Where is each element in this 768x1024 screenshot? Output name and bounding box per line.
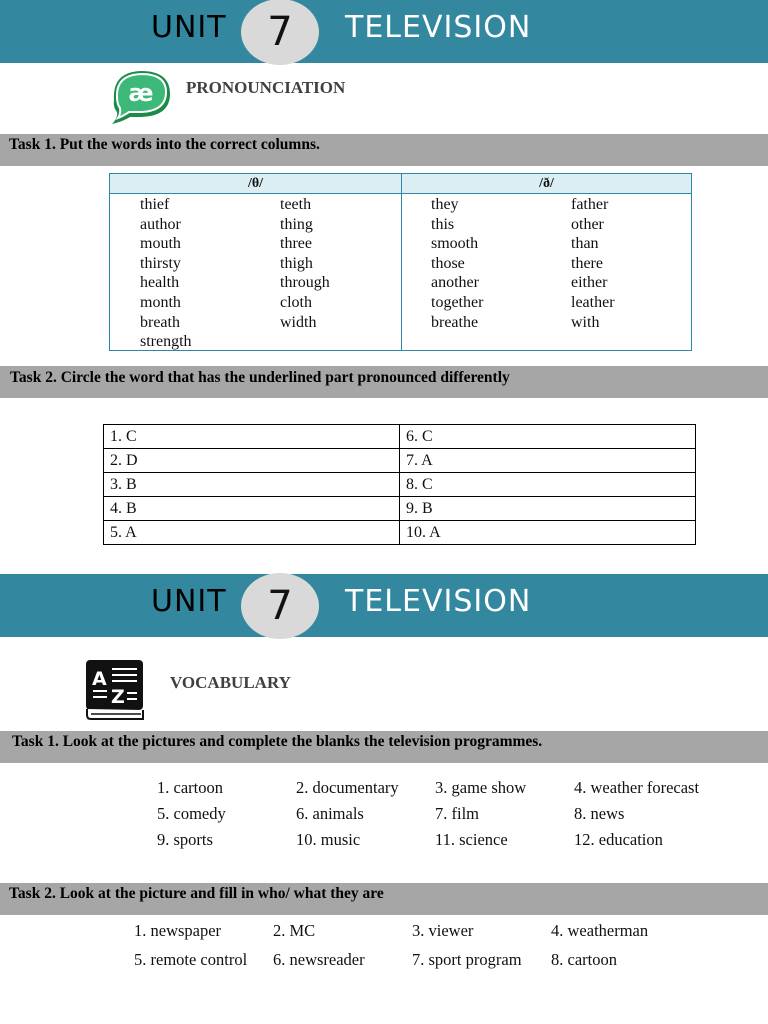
word: leather (571, 293, 615, 311)
word: together (431, 293, 484, 311)
word: breathe (431, 313, 479, 331)
programme-item: 10. music (296, 830, 361, 849)
svg-text:Z: Z (111, 686, 125, 708)
answer-cell: 9. B (400, 497, 696, 521)
answer-item: 6. newsreader (273, 950, 365, 969)
theta-column-header: /θ/ (110, 174, 401, 194)
word: cloth (280, 293, 312, 311)
table-row (104, 425, 696, 449)
answer-cell: 1. C (104, 425, 400, 449)
answer-cell: 8. C (400, 473, 696, 497)
answer-item: 5. remote control (134, 950, 248, 969)
unit-label: UNIT (151, 584, 227, 619)
word: thief (140, 196, 170, 213)
eth-column-header: /ð/ (402, 174, 691, 194)
vocabulary-task2-text: Task 2. Look at the picture and fill in who/ what they are (9, 885, 384, 902)
word: strength (140, 333, 192, 351)
word: mouth (140, 235, 181, 253)
task-bar (0, 134, 768, 166)
speech-bubble-ae-icon (108, 68, 174, 126)
answer-item: 1. newspaper (134, 921, 222, 940)
programme-item: 1. cartoon (157, 778, 223, 797)
vocabulary-task1-text: Task 1. Look at the pictures and complete the blanks the television programmes. (12, 733, 543, 750)
task-bar (0, 731, 768, 763)
programme-item: 4. weather forecast (574, 778, 700, 797)
svg-text:æ: æ (128, 79, 154, 107)
programme-item: 11. science (435, 830, 508, 849)
unit-number: 7 (267, 583, 293, 629)
a-z-dictionary-icon (85, 659, 145, 721)
answer-cell: 5. A (104, 521, 400, 545)
word: three (280, 235, 312, 253)
answer-item: 3. viewer (412, 921, 474, 940)
table-row (104, 521, 696, 545)
answer-cell: 7. A (400, 449, 696, 473)
word: teeth (280, 196, 312, 213)
word: they (431, 196, 459, 213)
answer-cell: 2. D (104, 449, 400, 473)
answer-item: 4. weatherman (551, 921, 649, 940)
word: than (571, 235, 599, 253)
word: health (140, 274, 180, 292)
programme-item: 8. news (574, 804, 625, 823)
task-bar (0, 883, 768, 915)
programme-item: 3. game show (435, 778, 527, 797)
word: month (140, 293, 181, 311)
programme-item: 7. film (435, 804, 479, 823)
table-row (104, 497, 696, 521)
unit-topic: TELEVISION (345, 10, 532, 45)
unit-label: UNIT (151, 10, 227, 45)
task-bar (0, 366, 768, 398)
word: this (431, 215, 455, 233)
programme-item: 2. documentary (296, 778, 399, 797)
answers-table (103, 424, 696, 545)
theta-words-a (140, 195, 192, 352)
word: father (571, 196, 609, 213)
pronunciation-task2-text: Task 2. Circle the word that has the underlined part pronounced differently (10, 369, 510, 386)
programme-item: 12. education (574, 830, 663, 849)
vocabulary-title: VOCABULARY (170, 673, 291, 692)
unit-number-circle (241, 0, 319, 65)
table-row (104, 449, 696, 473)
pronunciation-task1-text: Task 1. Put the words into the correct columns. (9, 136, 320, 153)
programme-item: 6. animals (296, 804, 364, 823)
word: through (280, 274, 330, 292)
eth-words-a (431, 195, 483, 332)
unit-banner (0, 574, 768, 637)
theta-words-b (280, 195, 330, 332)
answer-item: 8. cartoon (551, 950, 617, 969)
unit-banner (0, 0, 768, 63)
pronunciation-table (109, 173, 692, 351)
word: other (571, 215, 604, 233)
column-divider (401, 174, 402, 350)
word: either (571, 274, 608, 292)
unit-number-circle (241, 573, 319, 639)
answer-cell: 6. C (400, 425, 696, 449)
answer-cell: 3. B (104, 473, 400, 497)
word: with (571, 313, 600, 331)
word: those (431, 254, 465, 272)
word: thirsty (140, 254, 181, 272)
eth-words-b (571, 195, 615, 332)
word: another (431, 274, 479, 292)
programme-item: 9. sports (157, 830, 213, 849)
word: width (280, 313, 317, 331)
word: breath (140, 313, 180, 331)
table-row (104, 473, 696, 497)
answer-item: 7. sport program (412, 950, 522, 969)
svg-text:A: A (92, 668, 107, 690)
word: there (571, 254, 603, 272)
programme-item: 5. comedy (157, 804, 226, 823)
pronunciation-title: PRONOUNCIATION (186, 78, 346, 97)
word: thing (280, 215, 313, 233)
unit-number: 7 (267, 9, 293, 55)
word: smooth (431, 235, 479, 253)
answer-cell: 10. A (400, 521, 696, 545)
answer-cell: 4. B (104, 497, 400, 521)
word: thigh (280, 254, 313, 272)
answer-item: 2. MC (273, 921, 316, 940)
unit-topic: TELEVISION (345, 584, 532, 619)
word: author (140, 215, 181, 233)
